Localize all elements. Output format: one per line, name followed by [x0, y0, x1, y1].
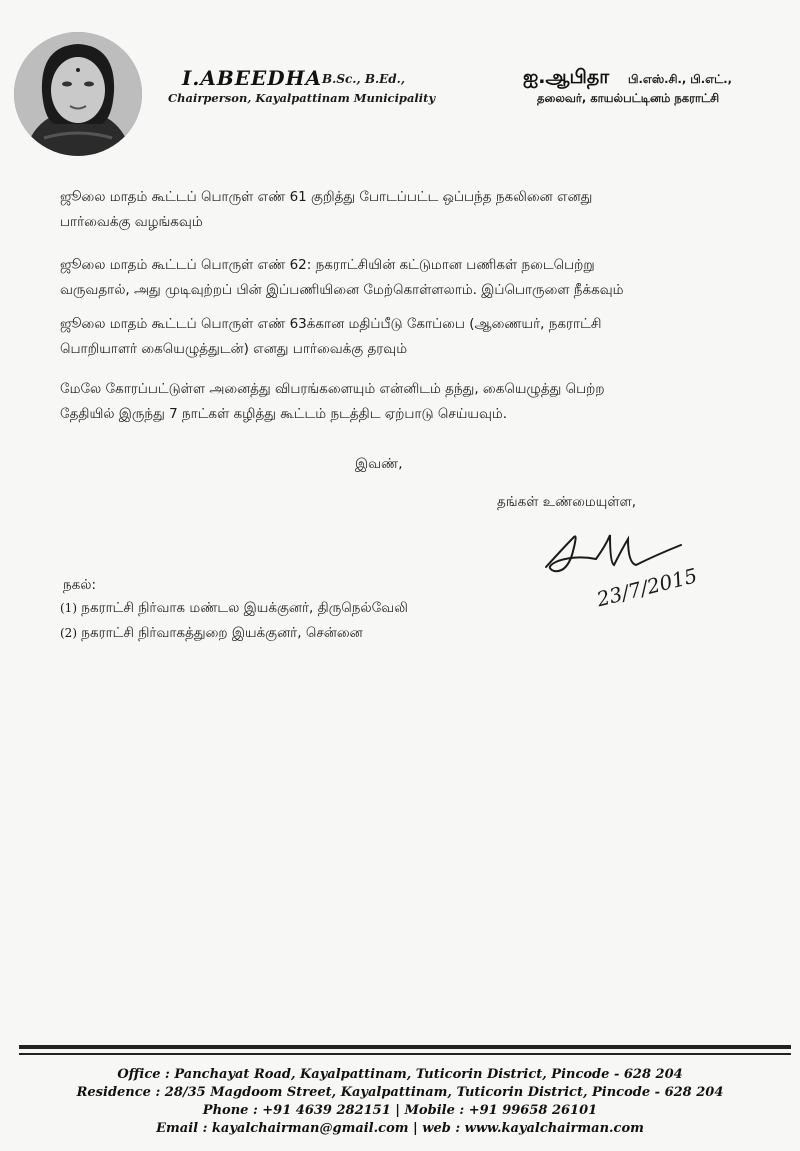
copy-label: நகல்:	[63, 577, 97, 593]
copy-item	[60, 621, 408, 646]
paragraph-request	[60, 377, 740, 427]
paragraph-line: ஜூலை மாதம் கூட்டப் பொருள் எண் 61 குறித்து போடப்பட்ட ஒப்பந்த நகலினை எனது	[60, 189, 593, 205]
copy-list	[60, 596, 408, 646]
signature-date: 23/7/2015	[594, 563, 700, 612]
english-title: Chairperson, Kayalpattinam Municipality	[168, 91, 436, 105]
footer-divider-thin	[19, 1053, 791, 1055]
tamil-title: தலைவர், காயல்பட்டினம் நகராட்சி	[537, 91, 720, 105]
footer-divider-thick	[19, 1045, 791, 1049]
paragraph-item-63	[60, 312, 740, 362]
english-name: I.ABEEDHA	[182, 66, 322, 90]
paragraph-line: மேலே கோரப்பட்டுள்ள அனைத்து விபரங்களையும் என்னிடம் தந்து, கையெழுத்து பெற்ற	[60, 381, 605, 397]
paragraph-line: பொறியாளர் கையெழுத்துடன்) எனது பார்வைக்கு தரவும்	[60, 341, 408, 357]
footer-residence: Residence : 28/35 Magdoom Street, Kayalpattinam, Tuticorin District, Pincode - 628 204	[76, 1085, 724, 1100]
footer-contact	[0, 1066, 800, 1138]
paragraph-item-62	[60, 253, 740, 303]
english-degrees: B.Sc., B.Ed.,	[322, 72, 406, 86]
portrait-photo	[14, 32, 142, 156]
copy-number: (2)	[60, 626, 77, 640]
paragraph-line: தேதியில் இருந்து 7 நாட்கள் கழித்து கூட்டம் நடத்திட ஏற்பாடு செய்யவும்.	[60, 406, 508, 422]
paragraph-line: வருவதால், அது முடிவுற்றப் பின் இப்பணியினை மேற்கொள்ளலாம். இப்பொருளை நீக்கவும்	[60, 282, 624, 298]
footer-phone: Phone : +91 4639 282151 | Mobile : +91 99658 26101	[202, 1103, 598, 1118]
signature-image	[536, 515, 736, 615]
copy-recipient: நகராட்சி நிர்வாக மண்டல இயக்குனர், திருநெல்வேலி	[81, 600, 408, 616]
handwritten-signature	[536, 515, 736, 615]
tamil-degrees: பி.எஸ்.சி., பி.எட்.,	[628, 72, 733, 86]
portrait-image	[14, 32, 142, 156]
paragraph-item-61	[60, 185, 740, 235]
footer-office: Office : Panchayat Road, Kayalpattinam, Tuticorin District, Pincode - 628 204	[117, 1067, 683, 1082]
copy-item	[60, 596, 408, 621]
paragraph-line: ஜூலை மாதம் கூட்டப் பொருள் எண் 63க்கான மதிப்பீடு கோப்பை (ஆணையர், நகராட்சி	[60, 316, 602, 332]
copy-number: (1)	[60, 601, 77, 615]
closing: தங்கள் உண்மையுள்ள,	[497, 494, 637, 510]
tamil-name: ஐ.ஆபிதா	[523, 66, 610, 88]
greeting: இவண்,	[355, 456, 403, 472]
copy-recipient: நகராட்சி நிர்வாகத்துறை இயக்குனர், சென்னை	[81, 625, 363, 641]
footer-email: Email : kayalchairman@gmail.com | web : www.kayalchairman.com	[156, 1121, 644, 1136]
paragraph-line: பார்வைக்கு வழங்கவும்	[60, 214, 203, 230]
paragraph-line: ஜூலை மாதம் கூட்டப் பொருள் எண் 62: நகராட்சியின் கட்டுமான பணிகள் நடைபெற்று	[60, 257, 595, 273]
